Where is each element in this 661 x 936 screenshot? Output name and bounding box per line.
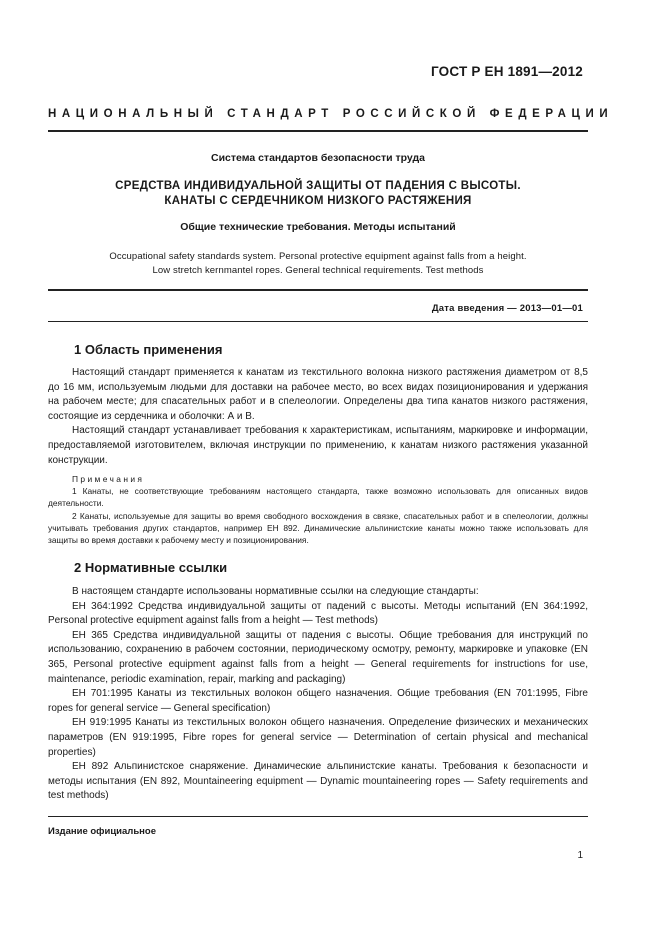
system-title: Система стандартов безопасности труда xyxy=(210,152,426,164)
note-1: 1 Канаты, не соответствующие требованиям настоящего стандарта, также возможно использовать для описанных видов деятельности. xyxy=(48,486,588,509)
normative-reference-en701: ЕН 701:1995 Канаты из текстильных волокон общего назначения. Общие требования (EN 701:1995, Fibre ropes for general service — General specification) xyxy=(48,688,588,714)
main-title-line-1: СРЕДСТВА ИНДИВИДУАЛЬНОЙ ЗАЩИТЫ ОТ ПАДЕНИЯ С ВЫСОТЫ. xyxy=(115,180,521,192)
section-2-body xyxy=(48,585,588,804)
title-rule xyxy=(48,289,588,291)
page-number: 1 xyxy=(577,850,583,861)
main-title-line-2: КАНАТЫ С СЕРДЕЧНИКОМ НИЗКОГО РАСТЯЖЕНИЯ xyxy=(164,195,472,207)
section-1-paragraph-2: Настоящий стандарт устанавливает требования к характеристикам, испытаниям, маркировке и информации, предоставляемой изготовителем, включая инструкции по применению, к канатам низкого растяжения указанной конструкции. xyxy=(48,425,588,466)
footer-rule xyxy=(48,816,588,817)
section-1-paragraph-1: Настоящий стандарт применяется к канатам из текстильного волокна низкого растяжения диаметром от 8,5 до 16 мм, используемым людьми для доставки на рабочее место, во всех видах позиционирования и удержания на рабочем месте; для спасательных работ и в спелеологии. Определены два типа канатов низкого растяжения, состоящие из сердечника и оболочки: А и В. xyxy=(48,367,588,422)
standard-code: ГОСТ Р ЕН 1891—2012 xyxy=(430,64,583,79)
normative-reference-en892: ЕН 892 Альпинистское снаряжение. Динамические альпинистские канаты. Требования к безопасности и методы испытания (EN 892, Mountaineering equipment — Dynamic mountaineering ropes — Safety requirements and test methods) xyxy=(48,761,588,802)
subtitle: Общие технические требования. Методы испытаний xyxy=(180,221,456,233)
note-2: 2 Канаты, используемые для защиты во время свободного восхождения в связке, спасательных работ и в спелеологии, должны учитывать требования других стандартов, например ЕН 892. Динамические альпинистские канаты можно также использовать для защиты во время доставки к рабочему месту и позиционирования. xyxy=(48,510,588,546)
normative-reference-en364: ЕН 364:1992 Средства индивидуальной защиты от падений с высоты. Методы испытаний (EN 364:1992, Personal protective equipment against falls from a height — Test methods) xyxy=(48,600,588,627)
notes-heading: Примечания xyxy=(72,474,145,484)
date-rule xyxy=(48,321,588,322)
english-title-line-1: Occupational safety standards system. Personal protective equipment against falls from a height. xyxy=(109,251,527,262)
section-2-intro: В настоящем стандарте использованы нормативные ссылки на следующие стандарты: xyxy=(72,586,479,597)
normative-reference-en919: ЕН 919:1995 Канаты из текстильных волокон общего назначения. Определение физических и механических параметров (EN 919:1995, Fibre ropes for general service — Determination of certain physical and mechanical properties) xyxy=(48,717,588,758)
section-2-heading: 2 Нормативные ссылки xyxy=(74,560,228,575)
header-rule xyxy=(48,130,588,132)
english-title xyxy=(48,250,588,278)
section-1-body xyxy=(48,366,588,468)
normative-reference-en365: ЕН 365 Средства индивидуальной защиты от падения с высоты. Общие требования для инструкций по использованию, сохранению в рабочем состоянии, периодическому осмотру, ремонту, маркировке и упаковке (EN 365, Personal protective equipment against falls from a height — General requirements for instructions for use, maintenance, periodic examination, repair, marking and packaging) xyxy=(48,629,588,685)
section-1-notes xyxy=(48,473,588,546)
english-title-line-2: Low stretch kernmantel ropes. General technical requirements. Test methods xyxy=(152,265,484,276)
section-1-heading: 1 Область применения xyxy=(74,342,223,357)
introduction-date: Дата введения — 2013—01—01 xyxy=(431,303,583,314)
national-standard-banner: НАЦИОНАЛЬНЫЙ СТАНДАРТ РОССИЙСКОЙ ФЕДЕРАЦИИ xyxy=(48,108,614,120)
official-edition-label: Издание официальное xyxy=(48,826,156,837)
main-title xyxy=(48,179,588,209)
